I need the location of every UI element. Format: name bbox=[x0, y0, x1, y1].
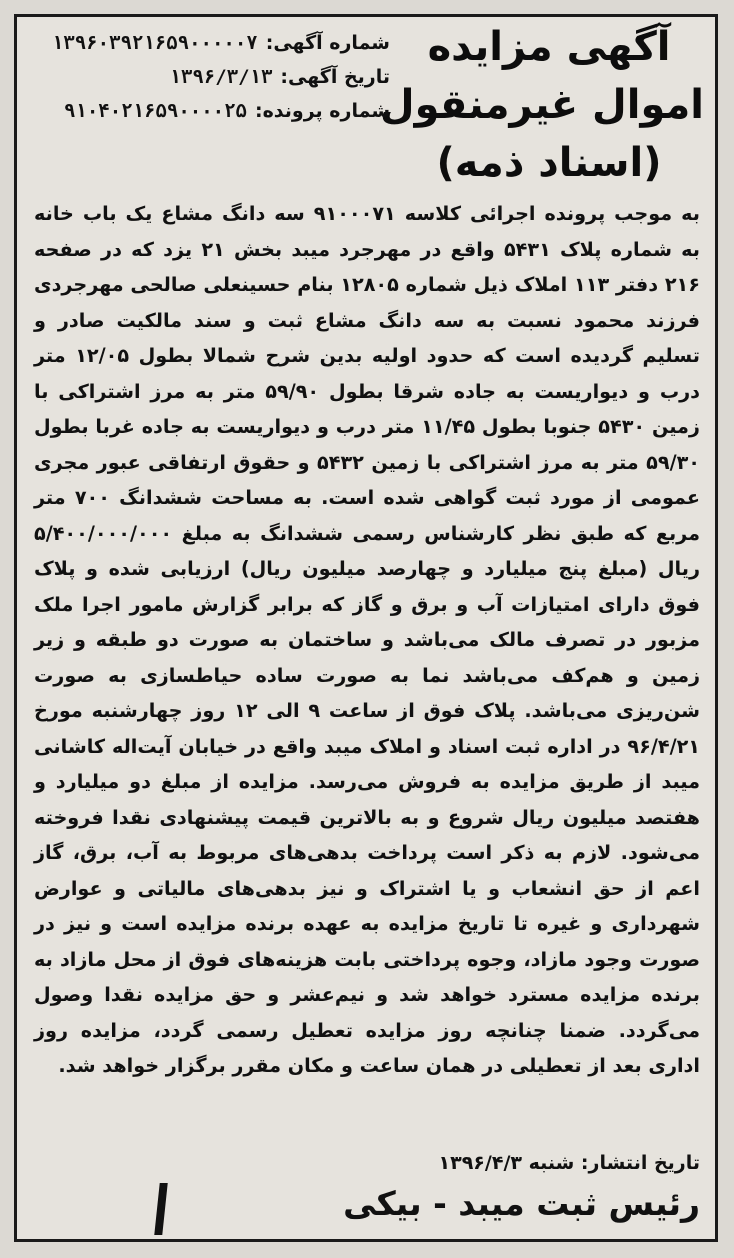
notice-body-paragraph: به موجب پرونده اجرائی کلاسه ۹۱۰۰۰۷۱ سه دانگ مشاع یک باب خانه به شماره پلاک ۵۴۳۱ واقع در مهرجرد میبد بخش ۲۱ یزد که در صفحه ۲۱۶ دفتر ۱۱۳ املاک ذیل شماره ۱۲۸۰۵ بنام حسینعلی صالحی مهرجردی فرزند محمود نسبت به سه دانگ مشاع ثبت و سند مالکیت صادر و تسلیم گردیده است که حدود اولیه بدین شرح شمالا بطول ۱۲/۰۵ متر درب و دیواریست به جاده شرقا بطول ۵۹/۹۰ متر به مرز اشتراکی با زمین ۵۴۳۰ جنوبا بطول ۱۱/۴۵ متر درب و دیواریست به جاده غربا بطول ۵۹/۳۰ متر به مرز اشتراکی با زمین ۵۴۳۲ و حقوق ارتفاقی عبور مجری عمومی از مورد ثبت گواهی شده است. به مساحت ششدانگ ۷۰۰ متر مربع که طبق نظر کارشناس رسمی ششدانگ به مبلغ ۵/۴۰۰/۰۰۰/۰۰۰ ریال (مبلغ پنج میلیارد و چهارصد میلیون ریال) ارزیابی شده و پلاک فوق دارای امتیازات آب و برق و گاز که برابر گزارش مامور اجرا ملک مزبور در تصرف مالک می‌باشد و ساختمان به صورت دو طبقه و زیر زمین و هم‌کف می‌باشد نما به صورت ساده حیاطسازی به صورت شن‌ریزی می‌باشد. پلاک فوق از ساعت ۹ الی ۱۲ روز چهارشنبه مورخ ۹۶/۴/۲۱ در اداره ثبت اسناد و املاک میبد واقع در خیابان آیت‌اله کاشانی میبد از طریق مزایده به فروش می‌رسد. مزایده از مبلغ دو میلیارد و هفتصد میلیون ریال شروع و به بالاترین قیمت پیشنهادی نقدا فروخته می‌شود. لازم به ذکر است پرداخت بدهی‌های مربوط به آب، برق، گاز اعم از حق انشعاب و یا اشتراک و نیز بدهی‌های مالیاتی و عوارض شهرداری و غیره تا تاریخ مزایده به عهده برنده مزایده است و نیز در صورت وجود مازاد، وجوه پرداختی بابت هزینه‌های فوق از محل مازاد به برنده مزایده مسترد خواهد شد و نیم‌عشر و حق مزایده نقدا وصول می‌گردد. ضمنا چنانچه روز مزایده تعطیل رسمی گردد، مزایده روز اداری بعد از تعطیلی در همان ساعت و مکان مقرر برگزار خواهد شد. bbox=[34, 202, 700, 1077]
notice-number-label: شماره آگهی: bbox=[265, 32, 390, 54]
title-line-auction: آگهی مزایده bbox=[427, 24, 671, 70]
notice-body bbox=[34, 196, 700, 1084]
notice-meta bbox=[20, 28, 390, 130]
signature-line: رئیس ثبت میبد - بیکی bbox=[343, 1184, 700, 1223]
title-line-property: اموال غیرمنقول bbox=[379, 82, 704, 128]
file-number-row bbox=[20, 96, 390, 130]
notice-number-value: ۱۳۹۶۰۳۹۲۱۶۵۹۰۰۰۰۰۷ bbox=[51, 32, 258, 54]
notice-date-value: ۱۳۹۶/۳/۱۳ bbox=[169, 66, 273, 88]
file-number-value: ۹۱۰۴۰۲۱۶۵۹۰۰۰۰۲۵ bbox=[63, 100, 247, 122]
notice-header bbox=[20, 18, 710, 196]
publication-date: تاریخ انتشار: شنبه ۱۳۹۶/۴/۳ bbox=[438, 1152, 700, 1174]
notice-date-row bbox=[20, 62, 390, 96]
notice-title bbox=[379, 18, 704, 192]
title-line-documents: (اسناد ذمه) bbox=[436, 140, 662, 186]
notice-date-label: تاریخ آگهی: bbox=[280, 66, 390, 88]
notice-number-row bbox=[20, 28, 390, 62]
file-number-label: شماره پرونده: bbox=[254, 100, 390, 122]
